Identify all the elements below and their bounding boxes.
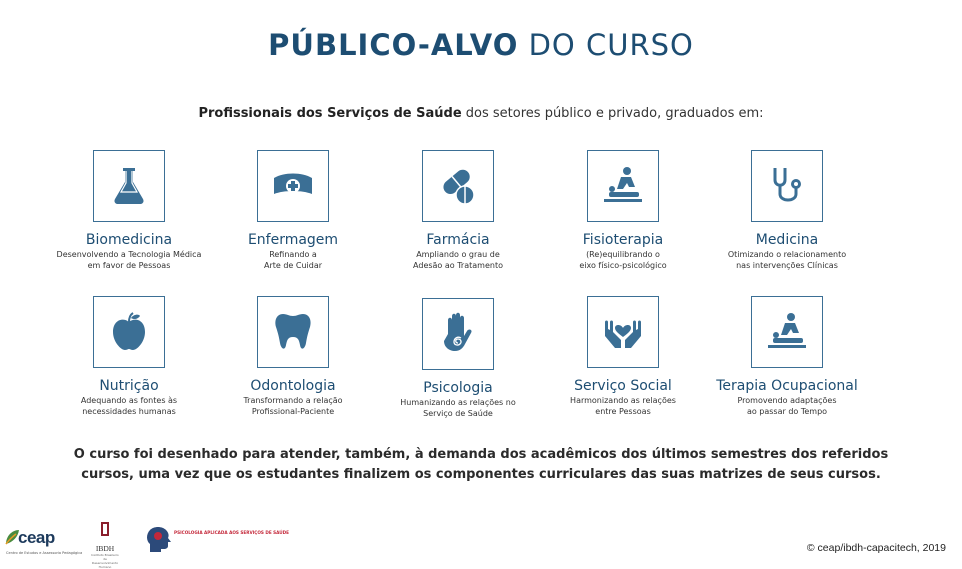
course-name: Medicina	[755, 232, 819, 248]
ibdh-logo	[90, 520, 120, 569]
course-card-biomedicina	[44, 150, 214, 271]
subtitle-bold: Profissionais dos Serviços de Saúde	[198, 106, 462, 121]
pills-icon	[422, 150, 494, 222]
course-desc: Otimizando o relacionamento nas intervenções Clínicas	[727, 250, 847, 270]
course-card-psicologia	[373, 298, 543, 419]
description-paragraph: O curso foi desenhado para atender, também, à demanda dos acadêmicos dos últimos semestres dos referidos cursos, uma vez que os estudantes finalizem os componentes curriculares das suas matrizes de seus cursos.	[73, 447, 889, 482]
course-desc: Transformando a relação Profissional-Paciente	[243, 396, 343, 416]
psicologia-logo	[144, 524, 290, 560]
subtitle-rest: dos setores público e privado, graduados em:	[465, 106, 764, 121]
copyright: © ceap/ibdh-capacitech, 2019	[806, 542, 946, 554]
course-desc: Humanizando as relações no Serviço de Saúde	[400, 398, 516, 418]
course-name: Biomedicina	[85, 232, 173, 248]
psicologia-logo-text: PSICOLOGIA APLICADA AOS SERVIÇOS DE SAÚDE	[174, 530, 290, 535]
massage-icon	[587, 150, 659, 222]
title-light: DO CURSO	[528, 28, 694, 62]
course-name: Farmácia	[426, 232, 490, 248]
course-name: Psicologia	[423, 380, 493, 396]
apple-icon	[93, 296, 165, 368]
course-desc: (Re)equilibrando o eixo físico-psicológico	[579, 250, 667, 270]
course-card-terapia-ocupacional	[702, 296, 872, 417]
hand-spiral-icon	[422, 298, 494, 370]
course-card-farmacia	[373, 150, 543, 271]
course-desc: Ampliando o grau de Adesão ao Tratamento	[413, 250, 503, 270]
course-card-odontologia	[208, 296, 378, 417]
subtitle	[0, 106, 962, 121]
tooth-icon	[257, 296, 329, 368]
ceap-logo-text: ceap	[18, 528, 55, 547]
course-card-servico-social	[538, 296, 708, 417]
course-card-medicina	[702, 150, 872, 271]
title-bold: PÚBLICO-ALVO	[268, 28, 519, 62]
ibdh-logo-sub: Instituto Brasileiro de Desenvolvimento Humano	[91, 553, 119, 569]
course-name: Terapia Ocupacional	[716, 378, 858, 394]
course-card-fisioterapia	[538, 150, 708, 271]
flask-icon	[93, 150, 165, 222]
course-card-enfermagem	[208, 150, 378, 271]
course-name: Enfermagem	[247, 232, 339, 248]
ibdh-emblem-icon	[97, 520, 113, 538]
course-desc: Desenvolvendo a Tecnologia Médica em favor de Pessoas	[56, 250, 202, 270]
ibdh-logo-text: IBDH	[95, 544, 115, 553]
course-desc: Harmonizando as relações entre Pessoas	[570, 396, 676, 416]
therapy-icon	[751, 296, 823, 368]
ceap-logo-sub: Centro de Estudos e Assessoria Pedagógica	[6, 551, 83, 555]
course-name: Serviço Social	[574, 378, 672, 394]
course-desc: Refinando a Arte de Cuidar	[263, 250, 323, 270]
stethoscope-icon	[751, 150, 823, 222]
page-title	[0, 28, 962, 62]
course-desc: Adequando as fontes às necessidades humanas	[80, 396, 178, 416]
hands-heart-icon	[587, 296, 659, 368]
course-name: Odontologia	[250, 378, 336, 394]
course-name: Fisioterapia	[582, 232, 664, 248]
course-desc: Promovendo adaptações ao passar do Tempo	[737, 396, 837, 416]
head-profile-icon	[144, 524, 172, 554]
course-name: Nutrição	[99, 378, 159, 394]
ceap-logo	[4, 524, 83, 560]
nurse-cap-icon	[257, 150, 329, 222]
course-card-nutricao	[44, 296, 214, 417]
